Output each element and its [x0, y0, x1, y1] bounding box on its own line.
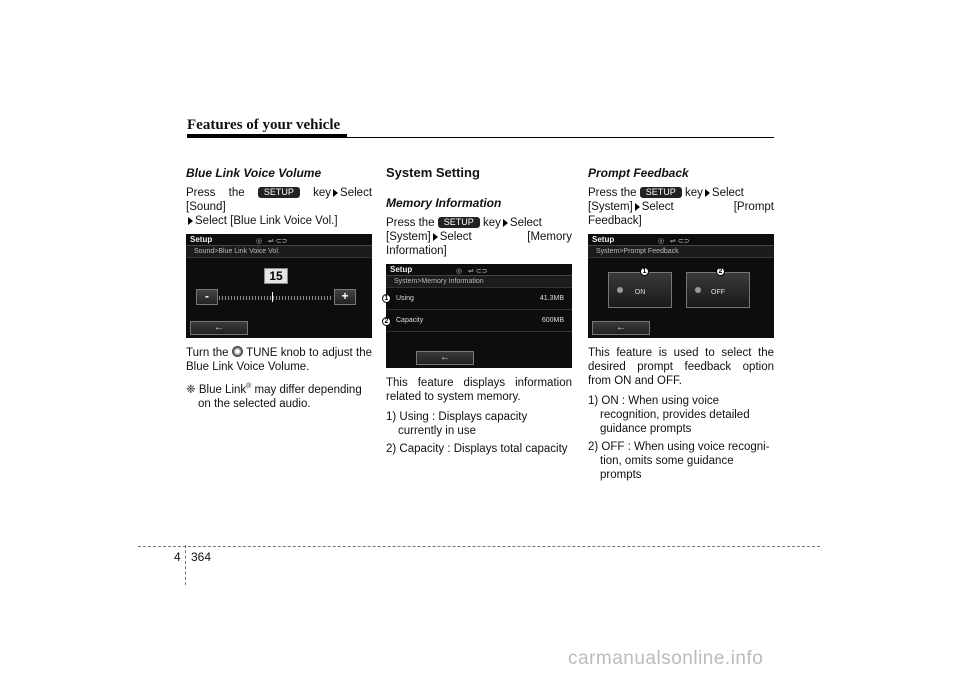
list-item-using: 1) Using : Displays capacity currently in use — [386, 411, 528, 437]
prompt-on-button[interactable]: ON — [608, 272, 672, 308]
status-icons: ◎ ⇌ ⊂⊃ — [456, 268, 488, 275]
setup-key-icon: SETUP — [258, 187, 300, 198]
volume-slider-track[interactable] — [219, 296, 333, 300]
header-rule — [187, 137, 774, 138]
watermark: carmanualsonline.info — [568, 648, 764, 669]
column-memory-info — [386, 166, 572, 460]
memory-capacity-value: 600MB — [541, 317, 564, 324]
volume-slider-thumb[interactable] — [272, 292, 273, 302]
instruction-memory-info: Press the SETUP key Select [System] Select [Memory Information] — [386, 217, 572, 257]
callout-marker-1: 1 — [640, 267, 649, 276]
arrow-right-icon — [188, 217, 193, 225]
chapter-number: 4 — [174, 550, 181, 564]
screen-path: System>Memory Information — [386, 276, 572, 288]
screen-title: Setup — [186, 234, 372, 246]
tune-knob-icon — [232, 346, 243, 357]
screen-title: Setup — [588, 234, 774, 246]
setup-key-icon: SETUP — [640, 187, 682, 198]
callout-marker-2: 2 — [382, 317, 391, 326]
list-item-off: 2) OFF : When using voice recogni-tion, omits some guidance prompts — [588, 441, 770, 481]
instruction-prompt-feedback: Press the SETUP key Select [System] Select [Prompt Feedback] — [588, 187, 774, 227]
list-item-capacity: 2) Capacity : Displays total capacity — [386, 443, 568, 455]
body-prompt-feedback: This feature is used to select the desired prompt feedback option from ON and OFF. — [588, 347, 774, 387]
memory-row-capacity: Capacity 600MB — [386, 310, 572, 332]
heading-prompt-feedback: Prompt Feedback — [588, 166, 689, 180]
prompt-off-button[interactable]: OFF — [686, 272, 750, 308]
section-system-setting: System Setting — [386, 165, 480, 180]
arrow-right-icon — [433, 233, 438, 241]
footer-divider — [185, 545, 186, 585]
heading-memory-info: Memory Information — [386, 196, 502, 210]
heading-voice-volume: Blue Link Voice Volume — [186, 166, 322, 180]
setup-key-icon: SETUP — [438, 217, 480, 228]
memory-row-using: Using 41.3MB — [386, 288, 572, 310]
callout-marker-1: 1 — [382, 294, 391, 303]
memory-info-screen — [386, 264, 572, 368]
list-item-on: 1) ON : When using voice recognition, provides detailed guidance prompts — [588, 395, 750, 435]
volume-minus-button[interactable]: - — [196, 289, 218, 305]
prompt-feedback-screen — [588, 234, 774, 338]
page-number: 364 — [191, 550, 212, 564]
arrow-right-icon — [635, 203, 640, 211]
footer-rule — [138, 546, 820, 547]
status-icons: ◎ ⇌ ⊂⊃ — [658, 238, 690, 245]
back-button[interactable]: ← — [592, 321, 650, 335]
column-voice-volume — [186, 166, 372, 415]
page-header-title: Features of your vehicle — [187, 117, 341, 133]
body-memory-info: This feature displays information related to system memory. — [386, 377, 572, 403]
memory-using-value: 41.3MB — [539, 295, 564, 302]
arrow-right-icon — [333, 189, 338, 197]
column-prompt-feedback — [588, 166, 774, 486]
instruction-voice-volume: Press the SETUP key Select [Sound] Select [Blue Link Voice Vol.] — [186, 187, 373, 227]
back-button[interactable]: ← — [416, 351, 474, 365]
status-icons: ◎ ⇌ ⊂⊃ — [256, 238, 288, 245]
arrow-right-icon — [503, 219, 508, 227]
volume-value: 15 — [264, 268, 288, 284]
voice-volume-screen — [186, 234, 372, 338]
screen-title: Setup — [386, 264, 572, 276]
screen-path: System>Prompt Feedback — [588, 246, 774, 258]
arrow-right-icon — [705, 189, 710, 197]
body-voice-volume: Turn the TUNE knob to adjust the Blue Link Voice Volume. — [186, 347, 372, 373]
callout-marker-2: 2 — [716, 267, 725, 276]
volume-plus-button[interactable]: + — [334, 289, 356, 305]
back-button[interactable]: ← — [190, 321, 248, 335]
note-voice-volume: ❈ Blue Link® may differ depending on the selected audio. — [186, 383, 362, 410]
screen-path: Sound>Blue Link Voice Vol. — [186, 246, 372, 258]
